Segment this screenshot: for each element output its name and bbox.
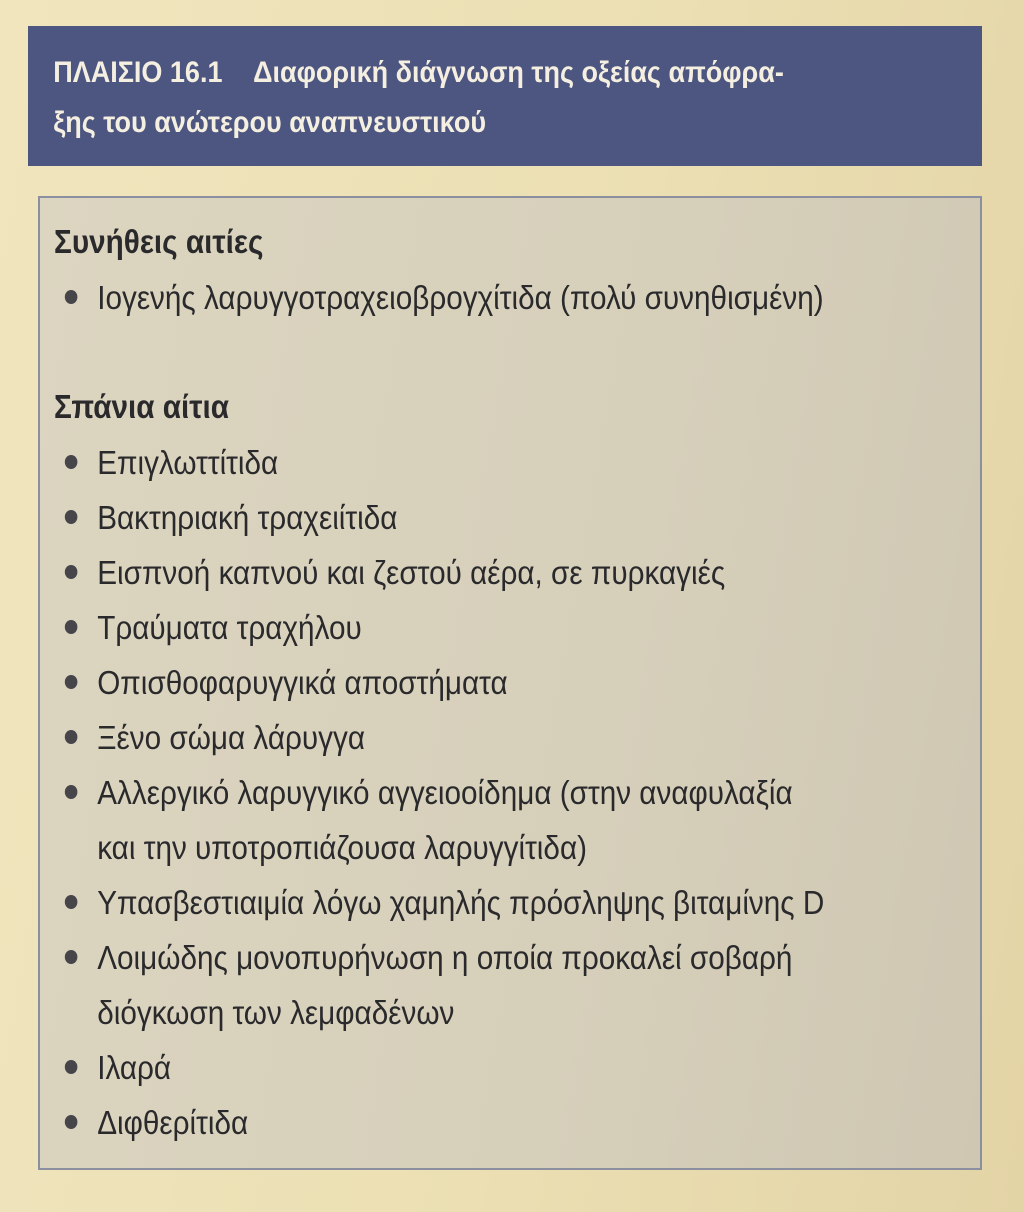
rare-causes-list bbox=[54, 435, 963, 1150]
box-title-line-2: ξης του ανώτερου αναπνευστικού bbox=[53, 106, 487, 139]
common-causes-heading: Συνήθεις αιτίες bbox=[54, 223, 264, 260]
list-item bbox=[54, 545, 963, 600]
header-line-1 bbox=[53, 48, 955, 98]
list-item bbox=[54, 490, 963, 545]
list-item bbox=[54, 435, 963, 490]
list-item bbox=[54, 1095, 963, 1150]
panel-content bbox=[54, 214, 963, 1150]
rare-causes-heading: Σπάνια αίτια bbox=[54, 388, 230, 425]
bullet-icon bbox=[65, 290, 78, 304]
bullet-icon bbox=[65, 1115, 78, 1129]
list-item bbox=[54, 875, 963, 930]
bullet-icon bbox=[65, 510, 78, 524]
box-number: ΠΛΑΙΣΙΟ 16.1 bbox=[53, 56, 223, 89]
bullet-icon bbox=[65, 675, 78, 689]
box-title-line-1: Διαφορική διάγνωση της οξείας απόφρα- bbox=[253, 56, 784, 89]
common-causes-list bbox=[54, 270, 963, 325]
list-item-text: και την υποτροπιάζουσα λαρυγγίτιδα) bbox=[97, 829, 588, 866]
bullet-icon bbox=[65, 785, 78, 799]
list-item bbox=[54, 930, 963, 1040]
list-item-text: Λοιμώδης μονοπυρήνωση η οποία προκαλεί σοβαρή bbox=[97, 939, 793, 976]
list-item bbox=[54, 765, 963, 875]
list-item-text: Ξένο σώμα λάρυγγα bbox=[97, 719, 366, 756]
bullet-icon bbox=[65, 1060, 78, 1074]
list-item-text: Ιογενής λαρυγγοτραχειοβρογχίτιδα (πολύ συνηθισμένη) bbox=[97, 279, 824, 316]
bullet-icon bbox=[65, 895, 78, 909]
bullet-icon bbox=[65, 620, 78, 634]
list-item-text: Βακτηριακή τραχειίτιδα bbox=[97, 499, 398, 536]
list-item-text: Αλλεργικό λαρυγγικό αγγειοοίδημα (στην αναφυλαξία bbox=[97, 774, 793, 811]
list-item bbox=[54, 600, 963, 655]
list-item-text: Οπισθοφαρυγγικά αποστήματα bbox=[97, 664, 508, 701]
box-header bbox=[28, 26, 982, 166]
list-item bbox=[54, 710, 963, 765]
list-item-text: Υπασβεστιαιμία λόγω χαμηλής πρόσληψης βιταμίνης D bbox=[97, 884, 825, 921]
list-item bbox=[54, 655, 963, 710]
list-item-text: Εισπνοή καπνού και ζεστού αέρα, σε πυρκαγιές bbox=[97, 554, 726, 591]
list-item-text: Επιγλωττίτιδα bbox=[97, 444, 279, 481]
bullet-icon bbox=[65, 565, 78, 579]
list-item bbox=[54, 270, 963, 325]
list-item-text: Ιλαρά bbox=[97, 1049, 172, 1086]
list-item bbox=[54, 1040, 963, 1095]
list-item-text: Διφθερίτιδα bbox=[97, 1104, 249, 1141]
section-gap bbox=[54, 325, 963, 379]
bullet-icon bbox=[65, 455, 78, 469]
list-item-text: διόγκωση των λεμφαδένων bbox=[97, 994, 455, 1031]
bullet-icon bbox=[65, 730, 78, 744]
bullet-icon bbox=[65, 950, 78, 964]
list-item-text: Τραύματα τραχήλου bbox=[97, 609, 362, 646]
